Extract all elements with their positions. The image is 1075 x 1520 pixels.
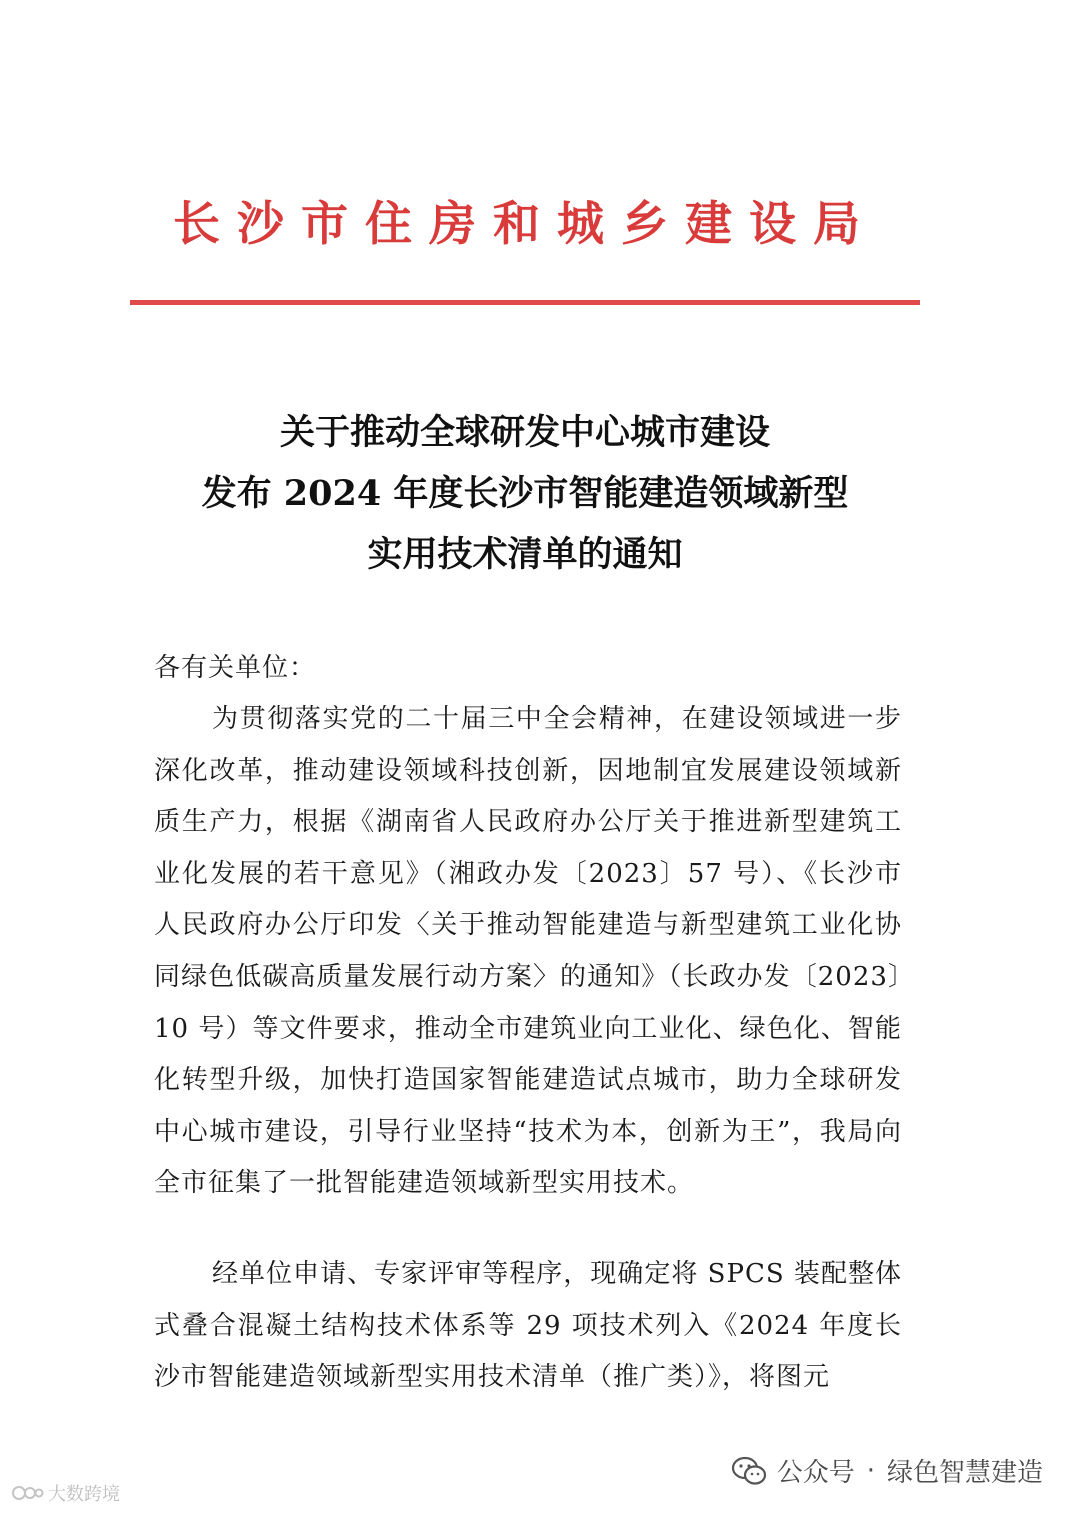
title-line-3: 实用技术清单的通知: [367, 534, 683, 575]
corner-logo: [10, 1480, 120, 1506]
issuer-heading: 长沙市住房和城乡建设局: [173, 197, 877, 252]
watermark-prefix: 公众号: [776, 1458, 855, 1488]
title-line-1: 关于推动全球研发中心城市建设: [279, 412, 770, 453]
watermark-separator: ·: [866, 1455, 875, 1486]
corner-logo-text: 大数跨境: [48, 1484, 120, 1505]
red-divider-line: [130, 300, 920, 305]
body-paragraph-1: 为贯彻落实党的二十届三中全会精神，在建设领域进一步深化改革，推动建设领域科技创新，因地制宜发展建设领域新质生产力，根据《湖南省人民政府办公厅关于推进新型建筑工业化发展的若干意见》（湘政办发〔2023〕57 号）、《长沙市人民政府办公厅印发〈关于推动智能建造与新型建筑工业化协同绿色低碳高质量发展行动方案〉的通知》（长政办发〔2023〕10 号）等文件要求，推动全市建筑业向工业化、绿色化、智能化转型升级，加快打造国家智能建造试点城市，助力全球研发中心城市建设，引导行业坚持“技术为本，创新为王”，我局向全市征集了一批智能建造领域新型实用技术。: [154, 704, 902, 1199]
body-paragraph-2: 经单位申请、专家评审等程序，现确定将 SPCS 装配整体式叠合混凝土结构技术体系等 29 项技术列入《2024 年度长沙市智能建造领域新型实用技术清单（推广类）》，将图元: [154, 1259, 902, 1393]
notice-title: [110, 402, 940, 585]
title-line-2: 发布 2024 年度长沙市智能建造领域新型: [201, 473, 849, 514]
salutation: 各有关单位：: [154, 653, 317, 683]
watermark-account-name: 绿色智慧建造: [886, 1458, 1043, 1488]
wechat-watermark: [731, 1452, 1043, 1489]
logo-icon: [10, 1482, 44, 1504]
wechat-icon: [731, 1456, 767, 1486]
